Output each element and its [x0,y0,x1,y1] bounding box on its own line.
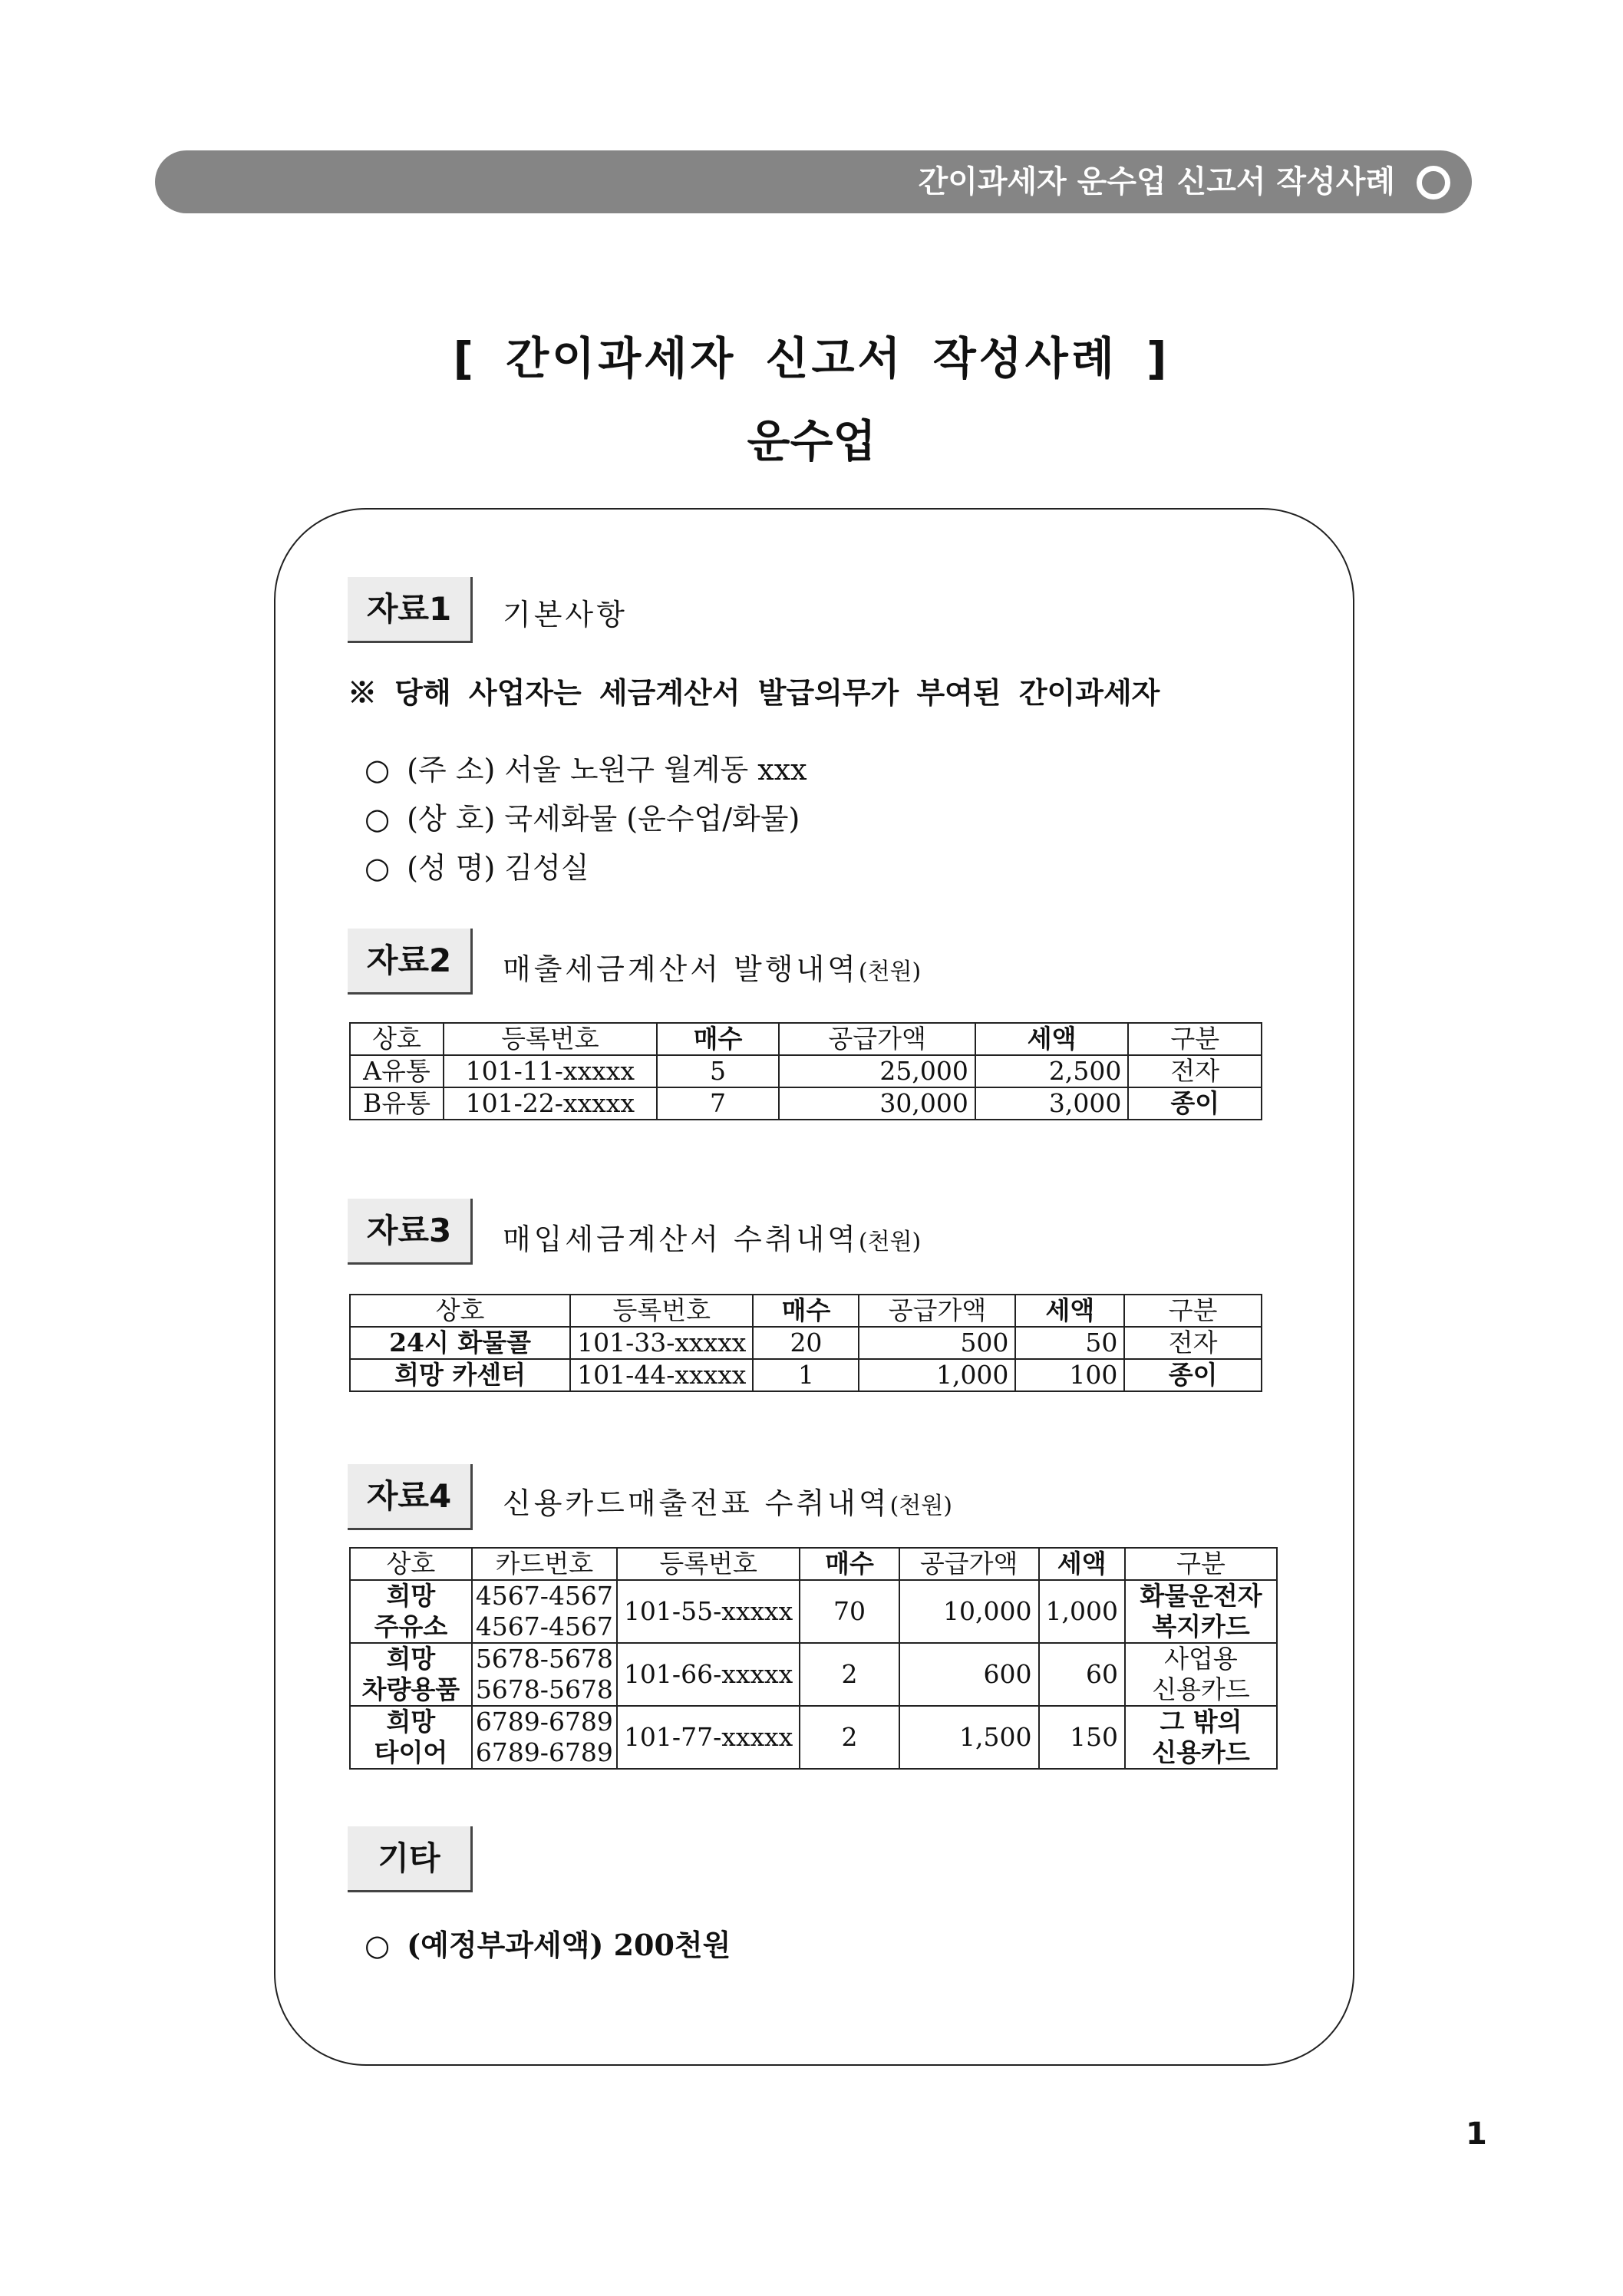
table-header-row [350,1548,1277,1580]
cell-line: 5678-5678 [475,1644,613,1674]
table-row [350,1087,1262,1120]
cell-line: 주유소 [374,1611,448,1641]
cell: 20 [753,1327,859,1359]
cell: 24시 화물콜 [350,1327,570,1359]
cell [472,1643,617,1706]
col-header: 상호 [350,1023,444,1055]
cell: 25,000 [779,1055,975,1087]
running-header [155,150,1472,213]
page-title: [ 간이과세자 신고서 작성사례 ] [453,332,1170,384]
cell-line: 희망 [386,1581,436,1611]
col-header: 공급가액 [899,1548,1039,1580]
cell-line: 신용카드 [1152,1737,1250,1767]
cell-line: 차량용품 [361,1674,460,1704]
col-header: 상호 [350,1548,472,1580]
cell-line: 화물운전자 [1140,1581,1262,1611]
col-header: 매수 [657,1023,780,1055]
col-header: 세액 [1039,1548,1125,1580]
col-header: 등록번호 [444,1023,657,1055]
cell: 종이 [1124,1359,1262,1391]
section3-label: 매입세금계산서 수취내역 [503,1222,859,1256]
cell-line: 신용카드 [1152,1674,1250,1704]
cell: 1,000 [859,1359,1015,1391]
cell [1125,1706,1277,1769]
circle-icon [1417,166,1450,200]
table-row [350,1359,1262,1391]
page-number: 1 [1466,2116,1487,2152]
section2-label-wrap [503,945,921,988]
bullet-circle-icon: ○ [365,1928,391,1962]
cell: 3,000 [975,1087,1129,1120]
cell: 종이 [1128,1087,1262,1120]
bullet-circle-icon: ○ [365,851,391,885]
cell: 10,000 [899,1580,1039,1643]
section4-unit: (천원) [889,1493,952,1519]
cell: A유통 [350,1055,444,1087]
section3-unit: (천원) [858,1229,922,1255]
section2-tag: 자료2 [348,929,473,995]
col-header: 매수 [753,1295,859,1327]
cell: 101-55-xxxxx [617,1580,800,1643]
section2-label: 매출세금계산서 발행내역 [503,952,859,986]
section1-tag: 자료1 [348,577,473,643]
cell-line: 희망 [386,1644,436,1674]
cell: 5 [657,1055,780,1087]
cell: 101-33-xxxxx [570,1327,753,1359]
cell [350,1643,472,1706]
cell-line: 타이어 [374,1737,448,1767]
section4-tag: 자료4 [348,1464,473,1530]
bullet-circle-icon: ○ [365,802,391,836]
cell-line: 4567-4567 [475,1611,613,1641]
cell: B유통 [350,1087,444,1120]
cell: 1,000 [1039,1580,1125,1643]
col-header: 구분 [1124,1295,1262,1327]
info-address [365,746,807,788]
info-estimated-tax [365,1922,731,1964]
cell-line: 사업용 [1164,1644,1238,1674]
page-subtitle: 운수업 [747,415,876,467]
cell-line: 희망 [386,1707,436,1737]
info-text: (주 소) 서울 노원구 월계동 xxx [407,753,807,787]
cell: 전자 [1124,1327,1262,1359]
col-header: 카드번호 [472,1548,617,1580]
info-text: (성 명) 김성실 [407,851,589,885]
cell: 1,500 [899,1706,1039,1769]
cell: 101-22-xxxxx [444,1087,657,1120]
info-text: (예정부과세액) 200천원 [407,1928,731,1962]
info-text: (상 호) 국세화물 (운수업/화물) [407,802,800,836]
cell: 희망 카센터 [350,1359,570,1391]
cell [472,1580,617,1643]
section4-label: 신용카드매출전표 수취내역 [503,1486,890,1520]
cell: 101-11-xxxxx [444,1055,657,1087]
bullet-circle-icon: ○ [365,753,391,787]
col-header: 공급가액 [779,1023,975,1055]
col-header: 공급가액 [859,1295,1015,1327]
table-header-row [350,1023,1262,1055]
cell [1125,1643,1277,1706]
table-header-row [350,1295,1262,1327]
col-header: 상호 [350,1295,570,1327]
cell: 60 [1039,1643,1125,1706]
cell: 101-66-xxxxx [617,1643,800,1706]
cell: 600 [899,1643,1039,1706]
cell [350,1706,472,1769]
cell-line: 6789-6789 [475,1737,613,1767]
cell-line: 5678-5678 [475,1674,613,1704]
col-header: 세액 [975,1023,1129,1055]
cell: 50 [1015,1327,1124,1359]
cell: 전자 [1128,1055,1262,1087]
table-row [350,1706,1277,1769]
col-header: 매수 [800,1548,899,1580]
section1-label: 기본사항 [503,598,628,632]
purchase-invoice-table [349,1294,1262,1392]
col-header: 세액 [1015,1295,1124,1327]
cell: 2 [800,1643,899,1706]
cell: 150 [1039,1706,1125,1769]
cell: 7 [657,1087,780,1120]
cell [472,1706,617,1769]
cell: 30,000 [779,1087,975,1120]
credit-card-table [349,1547,1278,1770]
section2-unit: (천원) [858,958,922,985]
cell-line: 4567-4567 [475,1581,613,1611]
section4-label-wrap [503,1480,952,1522]
cell [350,1580,472,1643]
cell: 70 [800,1580,899,1643]
cell: 101-44-xxxxx [570,1359,753,1391]
col-header: 구분 [1128,1023,1262,1055]
section1-note: ※ 당해 사업자는 세금계산서 발급의무가 부여된 간이과세자 [348,675,1160,710]
cell: 500 [859,1327,1015,1359]
table-row [350,1643,1277,1706]
col-header: 등록번호 [570,1295,753,1327]
table-row [350,1580,1277,1643]
info-company [365,795,800,837]
section3-label-wrap [503,1216,921,1258]
table-row [350,1055,1262,1087]
cell: 2,500 [975,1055,1129,1087]
col-header: 구분 [1125,1548,1277,1580]
info-name [365,844,589,886]
cell: 100 [1015,1359,1124,1391]
running-title: 간이과세자 운수업 신고서 작성사례 [918,164,1395,200]
cell: 2 [800,1706,899,1769]
section3-tag: 자료3 [348,1199,473,1265]
cell: 1 [753,1359,859,1391]
cell [1125,1580,1277,1643]
col-header: 등록번호 [617,1548,800,1580]
cell: 101-77-xxxxx [617,1706,800,1769]
table-row [350,1327,1262,1359]
cell-line: 복지카드 [1152,1611,1250,1641]
sales-invoice-table [349,1022,1262,1120]
section5-tag: 기타 [348,1826,473,1892]
cell-line: 6789-6789 [475,1707,613,1737]
cell-line: 그 밖의 [1160,1707,1242,1737]
